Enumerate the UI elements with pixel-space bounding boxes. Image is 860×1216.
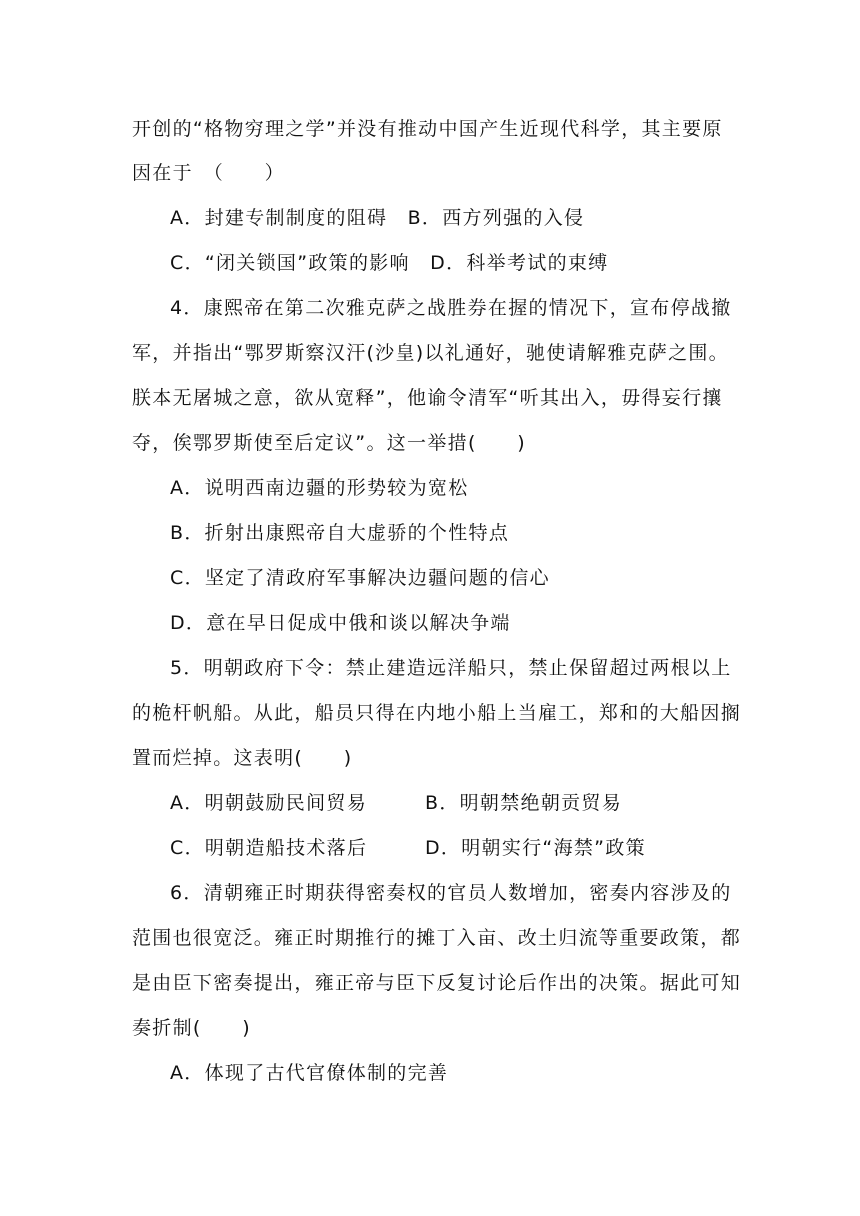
q4-line-4: 夺，俟鄂罗斯使至后定议”。这一举措( ) [132, 432, 526, 454]
q4-line-3: 朕本无屠城之意，欲从宽释”，他谕令清军“听其出入，毋得妄行攘 [132, 387, 723, 409]
q5-option-c: C．明朝造船技术落后 [170, 837, 368, 859]
q5-option-a: A．明朝鼓励民间贸易 [170, 792, 367, 814]
q3-line-2: 因在于 （ ） [132, 162, 285, 184]
q3-options-c-d: C．“闭关锁国”政策的影响 D．科举考试的束缚 [170, 252, 609, 274]
q4-line-2: 军，并指出“鄂罗斯察汉汗(沙皇)以礼通好，驰使请解雅克萨之围。 [132, 342, 729, 364]
q5-option-d: D．明朝实行“海禁”政策 [425, 837, 646, 859]
q5-line-1: 5．明朝政府下令：禁止建造远洋船只，禁止保留超过两根以上 [170, 657, 732, 679]
q4-option-a: A．说明西南边疆的形势较为宽松 [170, 477, 469, 499]
q5-line-3: 置而烂掉。这表明( ) [132, 747, 353, 769]
q5-option-b: B．明朝禁绝朝贡贸易 [425, 792, 623, 814]
q5-line-2: 的桅杆帆船。从此，船员只得在内地小船上当雇工，郑和的大船因搁 [132, 702, 742, 724]
q3-line-1: 开创的“格物穷理之学”并没有推动中国产生近现代科学，其主要原 [132, 118, 723, 140]
q6-line-2: 范围也很宽泛。雍正时期推行的摊丁入亩、改土归流等重要政策，都 [132, 927, 742, 949]
q4-line-1: 4．康熙帝在第二次雅克萨之战胜券在握的情况下，宣布停战撤 [170, 297, 732, 319]
q6-option-a: A．体现了古代官僚体制的完善 [170, 1062, 449, 1084]
q6-line-1: 6．清朝雍正时期获得密奏权的官员人数增加，密奏内容涉及的 [170, 882, 732, 904]
q4-option-d: D．意在早日促成中俄和谈以解决争端 [170, 612, 511, 634]
q3-options-a-b: A．封建专制制度的阻碍 B．西方列强的入侵 [170, 207, 585, 229]
q6-line-4: 奏折制( ) [132, 1017, 251, 1039]
q4-option-b: B．折射出康熙帝自大虚骄的个性特点 [170, 522, 510, 544]
q4-option-c: C．坚定了清政府军事解决边疆问题的信心 [170, 567, 550, 589]
q6-line-3: 是由臣下密奏提出，雍正帝与臣下反复讨论后作出的决策。据此可知 [132, 972, 742, 994]
